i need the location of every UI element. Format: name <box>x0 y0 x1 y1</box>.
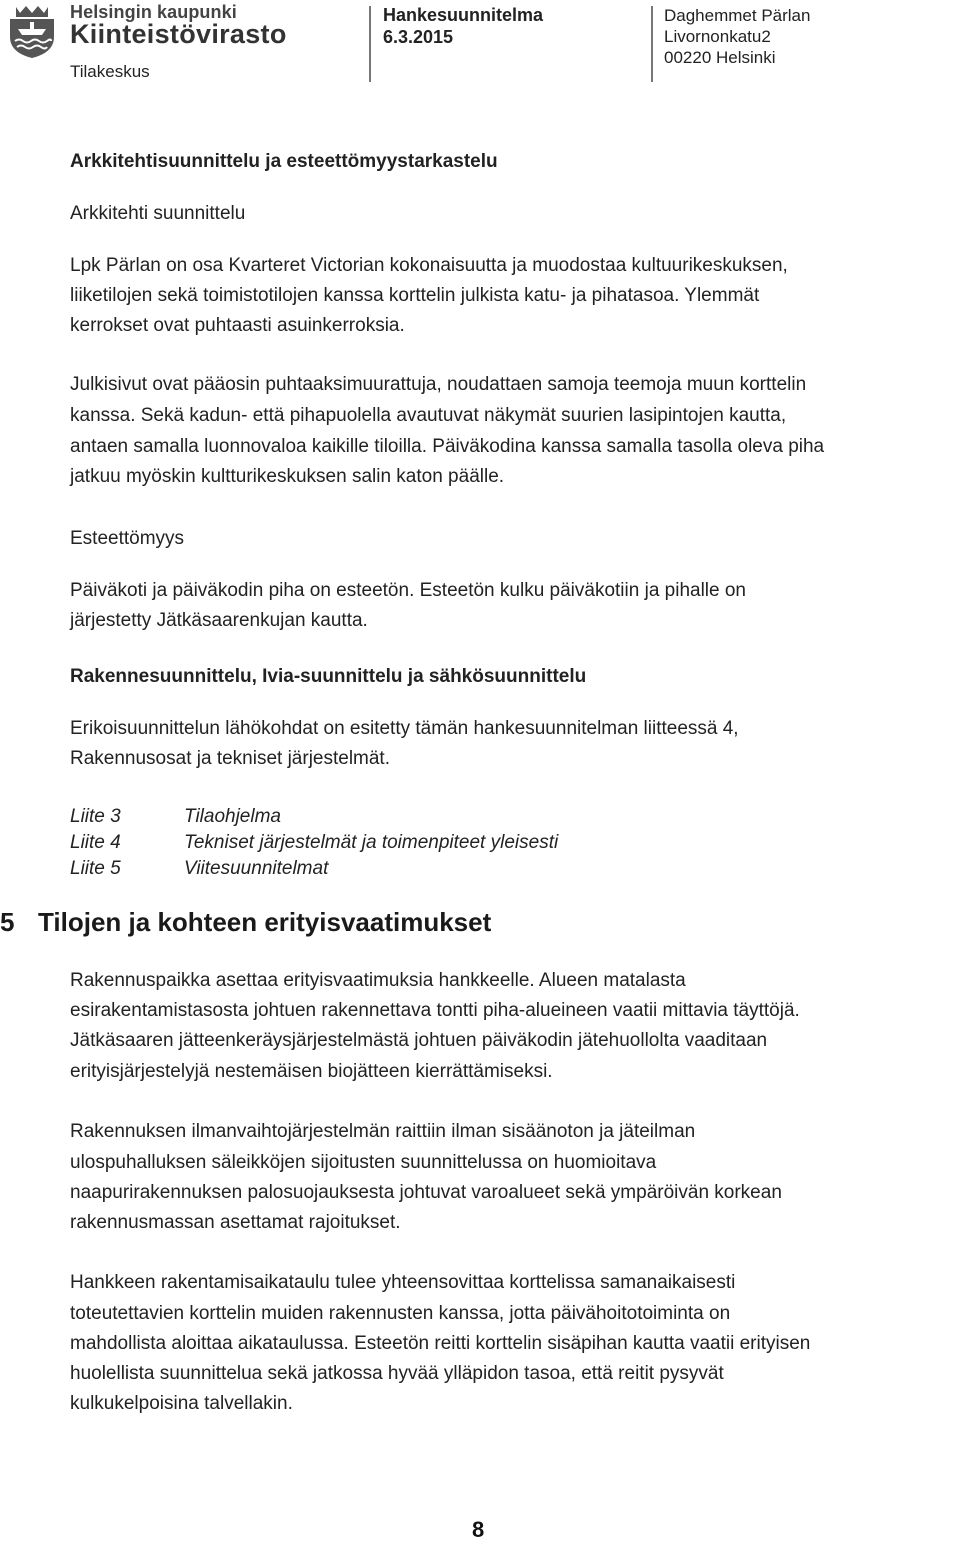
text-line: jatkuu myöskin kultturikeskuksen salin katon päälle. <box>70 466 505 487</box>
text-line: Rakennuksen ilmanvaihtojärjestelmän raittiin ilman sisäänoton ja jäteilman <box>70 1121 696 1142</box>
text-line: Päiväkoti ja päiväkodin piha on esteetön. Esteetön kulku päiväkotiin ja pihalle on <box>70 580 747 601</box>
chapter-number: 5 <box>0 907 15 937</box>
section-heading-structural: Rakennesuunnittelu, Ivia-suunnittelu ja sähkösuunnittelu <box>70 666 587 687</box>
text-line: mahdollista aloittaa aikataulussa. Esteetön reitti korttelin sisäpihan kautta vaatii erityisen <box>70 1333 811 1354</box>
text-line: esirakentamistasosta johtuen rakennettava tontti piha-alueineen vaatii mittavia täyttöjä. <box>70 1000 800 1021</box>
text-line: erityisjärjestelyjä nestemäisen biojätteen kierrättämiseksi. <box>70 1061 553 1082</box>
text-line: toteutettavien korttelin muiden rakennusten kanssa, jotta päivähoitotoiminta on <box>70 1303 731 1324</box>
document-title: Hankesuunnitelma <box>383 5 544 25</box>
header-divider <box>651 6 653 82</box>
attachment-id: Liite 4 <box>70 832 121 853</box>
page-number: 8 <box>472 1517 485 1542</box>
text-line: Lpk Pärlan on osa Kvarteret Victorian kokonaisuutta ja muodostaa kultuurikeskuksen, <box>70 255 788 276</box>
section-heading-architecture: Arkkitehtisuunnittelu ja esteettömyystarkastelu <box>70 151 498 172</box>
org-unit: Tilakeskus <box>70 62 150 81</box>
text-line: kerrokset ovat puhtaasti asuinkerroksia. <box>70 315 405 336</box>
org-name-line2: Kiinteistövirasto <box>70 19 287 49</box>
header-divider <box>369 6 371 82</box>
attachment-title: Viitesuunnitelmat <box>184 858 329 879</box>
attachment-title: Tilaohjelma <box>184 806 281 827</box>
text-line: rakennusmassan asettamat rajoitukset. <box>70 1212 401 1233</box>
text-line: Hankkeen rakentamisaikataulu tulee yhteensovittaa korttelissa samanaikaisesti <box>70 1272 736 1293</box>
text-line: Jätkäsaaren jätteenkeräysjärjestelmästä johtuen päiväkodin jätehuollolta vaaditaan <box>70 1030 768 1051</box>
page-header <box>0 0 960 84</box>
attachment-id: Liite 5 <box>70 858 121 879</box>
subheading-architect-design: Arkkitehti suunnittelu <box>70 203 246 224</box>
text-line: naapurirakennuksen palosuojauksesta johtuvat varoalueet sekä ympäröivän korkean <box>70 1182 782 1203</box>
attachment-id: Liite 3 <box>70 806 121 827</box>
text-line: Rakennuspaikka asettaa erityisvaatimuksia hankkeelle. Alueen matalasta <box>70 970 686 991</box>
address-line-2: Livornonkatu2 <box>664 27 771 46</box>
document-date: 6.3.2015 <box>383 27 454 47</box>
text-line: liiketilojen sekä toimistotilojen kanssa korttelin julkista katu- ja pihatasoa. Ylemmät <box>70 285 760 306</box>
org-name-line1: Helsingin kaupunki <box>70 2 237 22</box>
chapter-heading <box>0 907 491 938</box>
text-line: Julkisivut ovat pääosin puhtaaksimuurattuja, noudattaen samoja teemoja muun korttelin <box>70 374 807 395</box>
text-line: ulospuhalluksen säleikköjen sijoitusten suunnittelussa on huomioitava <box>70 1152 657 1173</box>
attachment-title: Tekniset järjestelmät ja toimenpiteet yleisesti <box>184 832 559 853</box>
subheading-accessibility: Esteettömyys <box>70 528 185 549</box>
text-line: antaen samalla luonnovaloa kaikille tiloilla. Päiväkodina kanssa samalla tasolla oleva piha <box>70 436 825 457</box>
text-line: Rakennusosat ja tekniset järjestelmät. <box>70 748 390 769</box>
text-line: huolellista suunnittelua sekä jatkossa hyvää ylläpidon tasoa, että reitit pysyvät <box>70 1363 724 1384</box>
text-line: järjestetty Jätkäsaarenkujan kautta. <box>70 610 368 631</box>
chapter-title: Tilojen ja kohteen erityisvaatimukset <box>38 907 492 937</box>
text-line: kanssa. Sekä kadun- että pihapuolella avautuvat näkymät suurien lasipintojen kautta, <box>70 405 787 426</box>
address-line-1: Daghemmet Pärlan <box>664 6 811 25</box>
helsinki-crest-icon <box>6 3 58 59</box>
address-line-3: 00220 Helsinki <box>664 48 776 67</box>
text-line: Erikoisuunnittelun lähökohdat on esitetty tämän hankesuunnitelman liitteessä 4, <box>70 718 739 739</box>
text-line: kulkukelpoisina talvellakin. <box>70 1393 293 1414</box>
